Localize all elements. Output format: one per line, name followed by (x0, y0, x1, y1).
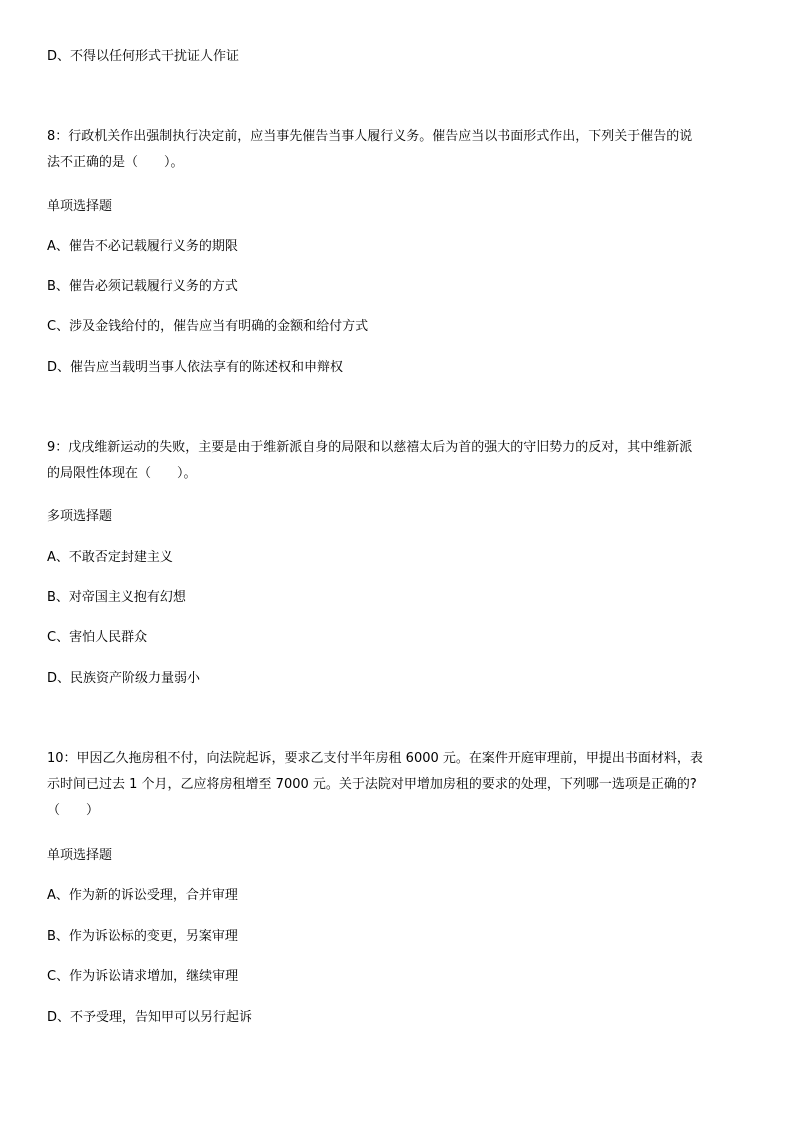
question-9-option-d: D、民族资产阶级力量弱小 (47, 671, 201, 686)
question-10-option-a: A、作为新的诉讼受理，合并审理 (47, 888, 238, 903)
question-9-text (47, 435, 747, 487)
question-10-text (47, 746, 747, 824)
question-8-line-1: 8：行政机关作出强制执行决定前，应当事先催告当事人履行义务。催告应当以书面形式作出，下列关于催告的说 (47, 129, 693, 144)
question-10-type: 单项选择题 (47, 848, 113, 863)
question-8-text (47, 124, 747, 176)
question-10-option-c: C、作为诉讼请求增加，继续审理 (47, 969, 239, 984)
question-9-type: 多项选择题 (47, 509, 113, 524)
question-8-line-2: 法不正确的是（ ）。 (47, 155, 184, 170)
question-10-line-3: （ ） (47, 803, 100, 818)
question-10-option-b: B、作为诉讼标的变更，另案审理 (47, 929, 238, 944)
question-9-line-1: 9：戊戌维新运动的失败，主要是由于维新派自身的局限和以慈禧太后为首的强大的守旧势力的反对，其中维新派 (47, 440, 693, 455)
question-9-option-b: B、对帝国主义抱有幻想 (47, 590, 186, 605)
question-8-option-b: B、催告必须记载履行义务的方式 (47, 279, 238, 294)
question-9-line-2: 的局限性体现在（ ）。 (47, 466, 197, 481)
question-10-option-d: D、不予受理，告知甲可以另行起诉 (47, 1010, 253, 1025)
question-10-line-1: 10：甲因乙久拖房租不付，向法院起诉，要求乙支付半年房租 6000 元。在案件开庭审理前，甲提出书面材料，表 (47, 751, 703, 766)
question-9-option-a: A、不敢否定封建主义 (47, 550, 173, 565)
option-d-previous-question: D、不得以任何形式干扰证人作证 (47, 49, 240, 64)
question-8-type: 单项选择题 (47, 199, 113, 214)
question-8-option-a: A、催告不必记载履行义务的期限 (47, 239, 238, 254)
question-10-line-2: 示时间已过去 1 个月，乙应将房租增至 7000 元。关于法院对甲增加房租的要求的处理，下列哪一选项是正确的? (47, 777, 697, 792)
question-8-option-d: D、催告应当载明当事人依法享有的陈述权和申辩权 (47, 360, 344, 375)
question-8-option-c: C、涉及金钱给付的，催告应当有明确的金额和给付方式 (47, 319, 369, 334)
question-9-option-c: C、害怕人民群众 (47, 630, 148, 645)
